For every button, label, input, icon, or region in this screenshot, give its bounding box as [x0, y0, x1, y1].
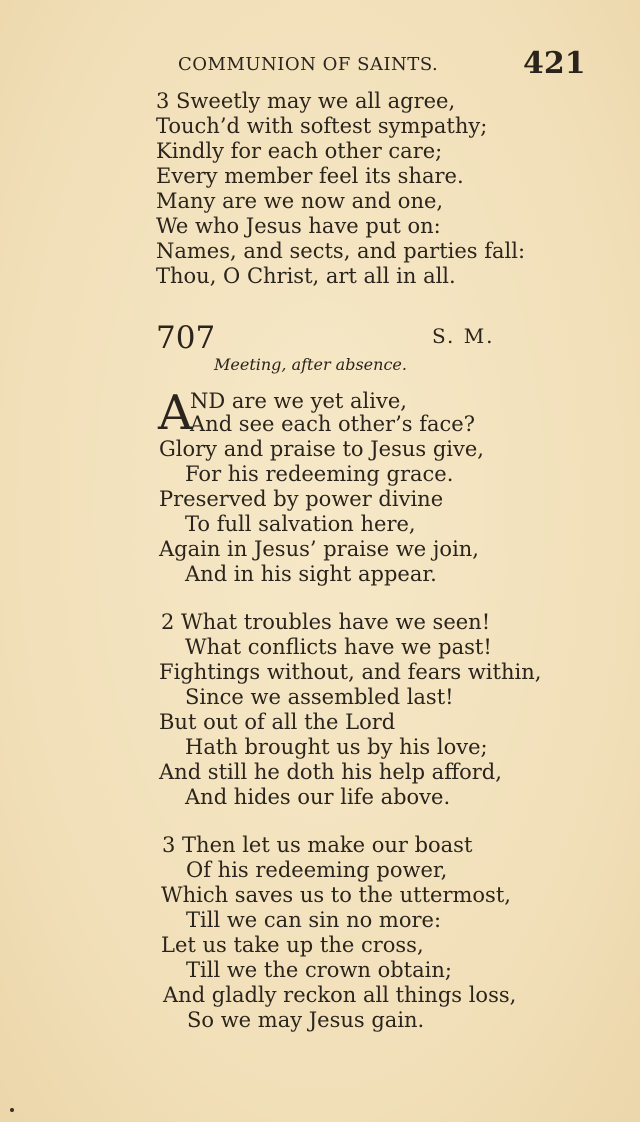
verse-line: Thou, O Christ, art all in all.: [156, 264, 456, 288]
hymn-title: Meeting, after absence.: [214, 355, 407, 374]
verse-line: Hath brought us by his love;: [185, 735, 488, 759]
verse-line: Many are we now and one,: [156, 189, 444, 213]
verse-line: Which saves us to the uttermost,: [161, 883, 511, 907]
verse-line: For his redeeming grace.: [185, 462, 454, 486]
verse-line: Let us take up the cross,: [161, 933, 424, 957]
verse-line: Every member feel its share.: [156, 164, 464, 188]
verse-line: Names, and sects, and parties fall:: [156, 239, 526, 263]
verse-line: Preserved by power divine: [159, 487, 444, 511]
verse-line: Since we assembled last!: [185, 685, 454, 709]
verse-line: Fightings without, and fears within,: [159, 660, 542, 684]
ink-speck: [10, 1108, 14, 1112]
verse-line: Till we can sin no more:: [186, 908, 442, 932]
verse-line: And see each other’s face?: [190, 412, 475, 436]
hymn-number: 707: [156, 320, 216, 356]
verse-line: Till we the crown obtain;: [186, 958, 452, 982]
verse-line: Again in Jesus’ praise we join,: [159, 537, 479, 561]
verse-line: Glory and praise to Jesus give,: [159, 437, 484, 461]
verse-line: 2 What troubles have we seen!: [161, 610, 491, 634]
verse-line: 3 Sweetly may we all agree,: [156, 89, 456, 113]
hymn-meter: S. M.: [432, 324, 495, 348]
verse-line: And still he doth his help afford,: [159, 760, 502, 784]
page-header: [0, 46, 640, 84]
verse-line: And gladly reckon all things loss,: [163, 983, 517, 1007]
verse-line: What conflicts have we past!: [185, 635, 492, 659]
verse-line: But out of all the Lord: [159, 710, 396, 734]
verse-line: Of his redeeming power,: [186, 858, 448, 882]
verse-line: We who Jesus have put on:: [156, 214, 441, 238]
verse-line: Kindly for each other care;: [156, 139, 443, 163]
verse-line: And hides our life above.: [185, 785, 451, 809]
running-title: COMMUNION OF SAINTS.: [178, 54, 439, 75]
verse-line: 3 Then let us make our boast: [162, 833, 473, 857]
page-number: 421: [523, 46, 586, 81]
verse-line: Touch’d with softest sympathy;: [156, 114, 488, 138]
drop-cap: A: [158, 385, 193, 441]
verse-line: ND are we yet alive,: [190, 389, 407, 413]
verse-line: And in his sight appear.: [185, 562, 437, 586]
verse-line: To full salvation here,: [185, 512, 416, 536]
verse-line: So we may Jesus gain.: [187, 1008, 425, 1032]
